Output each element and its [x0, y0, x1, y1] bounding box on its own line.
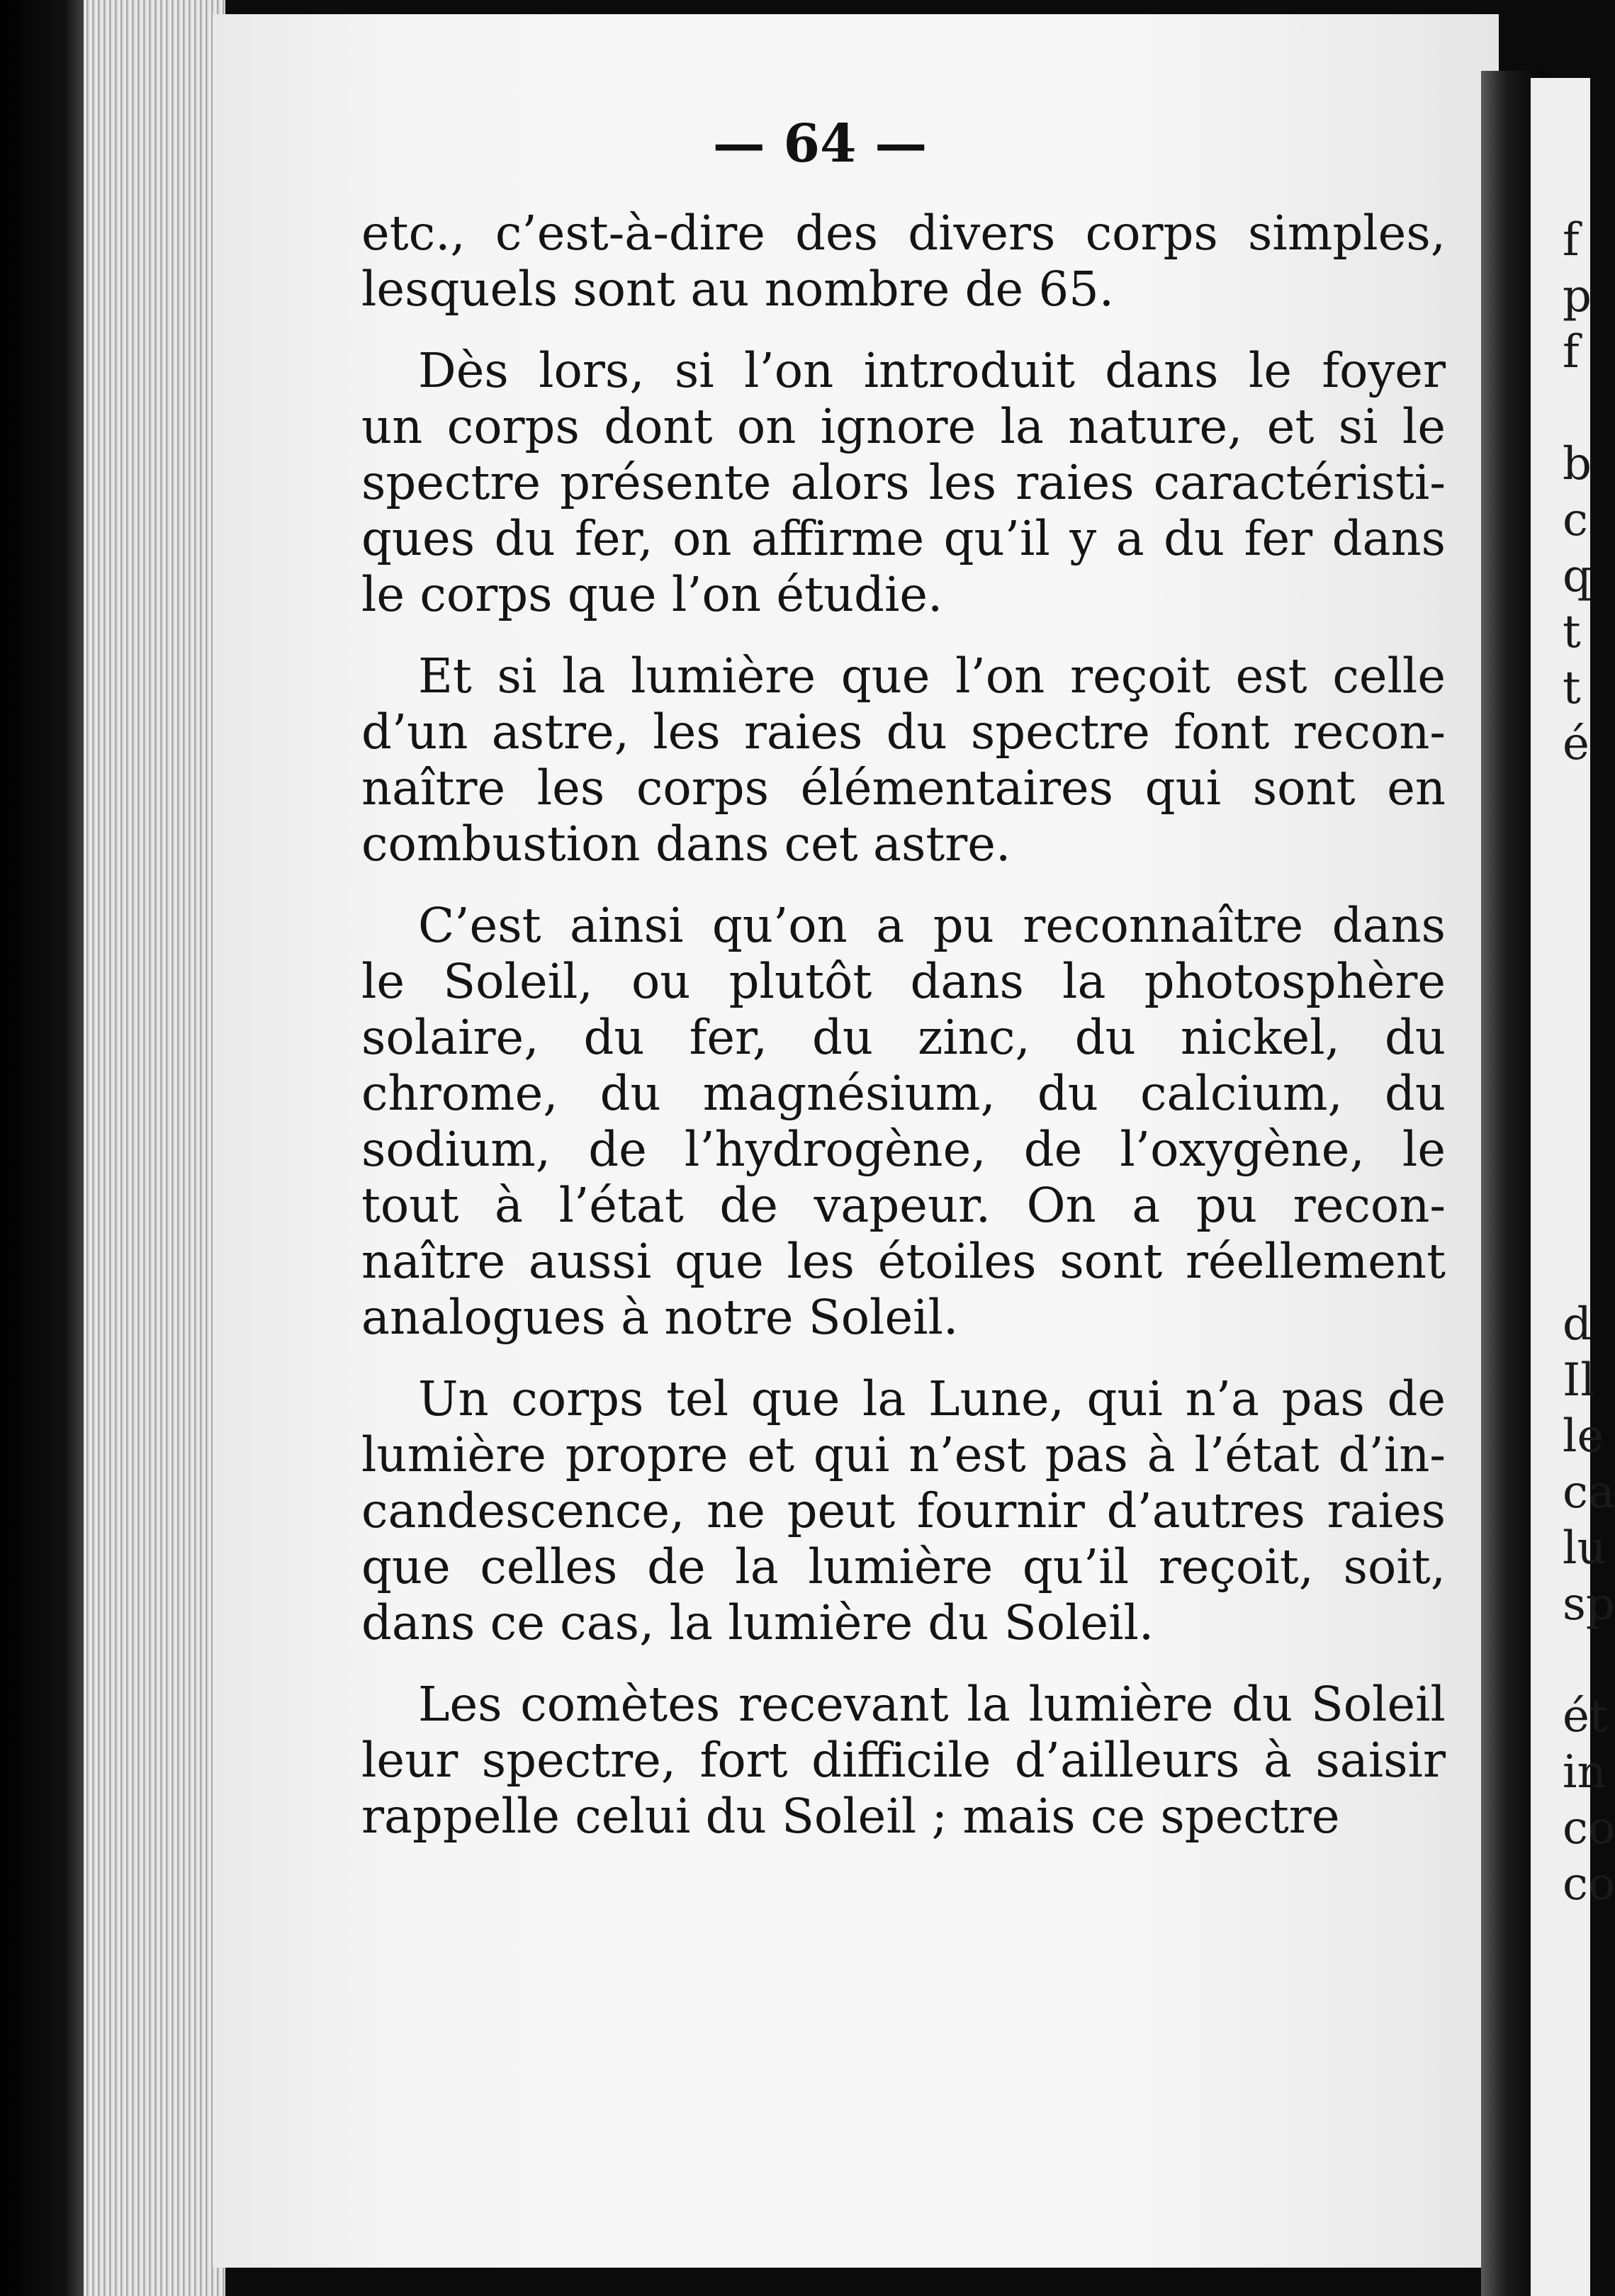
- body-text: [361, 206, 1446, 1870]
- text-line: naître les corps élémentaires qui sont en: [361, 760, 1446, 816]
- facing-page-fragment: co: [1563, 1802, 1615, 1855]
- facing-page-fragment: d: [1563, 1298, 1592, 1351]
- text-line: lesquels sont au nombre de 65.: [361, 261, 1115, 317]
- book-shadow: [0, 0, 92, 2296]
- facing-page-text-bottom: [1563, 1297, 1615, 1913]
- paragraph: [361, 1371, 1446, 1651]
- facing-page-fragment: t: [1563, 662, 1581, 714]
- facing-page-fragment: ét: [1563, 1690, 1608, 1743]
- text-line: chrome, du magnésium, du calcium, du: [361, 1066, 1446, 1121]
- facing-page-fragment: [1563, 1633, 1590, 1689]
- facing-page-fragment: f: [1563, 214, 1580, 266]
- text-line: C’est ainsi qu’on a pu reconnaître dans: [418, 898, 1446, 953]
- text-line: solaire, du fer, du zinc, du nickel, du: [361, 1010, 1446, 1065]
- text-line: Les comètes recevant la lumière du Soleil: [418, 1677, 1446, 1732]
- text-line: sodium, de l’hydrogène, de l’oxygène, le: [361, 1122, 1446, 1177]
- text-line: Un corps tel que la Lune, qui n’a pas de: [418, 1371, 1446, 1426]
- text-line: naître aussi que les étoiles sont réellement: [361, 1234, 1446, 1289]
- text-line: le corps que l’on étudie.: [361, 567, 943, 622]
- facing-page-fragment: Il: [1563, 1354, 1595, 1407]
- facing-page-fragment: t: [1563, 606, 1581, 658]
- facing-page-fragment: c: [1563, 494, 1588, 546]
- facing-page-fragment: [1563, 381, 1590, 437]
- facing-page-fragment: ca: [1563, 1466, 1615, 1519]
- text-line: combustion dans cet astre.: [361, 816, 1011, 872]
- text-line: analogues à notre Soleil.: [361, 1290, 959, 1345]
- facing-page-fragment: p: [1563, 270, 1592, 322]
- facing-page-fragment: é: [1563, 718, 1589, 770]
- text-line: que celles de la lumière qu’il reçoit, soit,: [361, 1539, 1446, 1594]
- facing-page-text-top: [1563, 213, 1590, 772]
- facing-page-fragment: b: [1563, 438, 1592, 490]
- text-line: d’un astre, les raies du spectre font recon-: [361, 704, 1446, 760]
- facing-page-fragment: f: [1563, 326, 1580, 378]
- text-line: Dès lors, si l’on introduit dans le foyer: [418, 343, 1446, 398]
- page-number: — 64 —: [712, 113, 928, 174]
- text-line: spectre présente alors les raies caractéristi-: [361, 455, 1446, 510]
- stacked-page-edges: [84, 0, 225, 2296]
- text-line: candescence, ne peut fournir d’autres raies: [361, 1483, 1446, 1538]
- text-line: tout à l’état de vapeur. On a pu recon-: [361, 1178, 1446, 1233]
- paragraph: [361, 648, 1446, 872]
- text-line: un corps dont on ignore la nature, et si le: [361, 399, 1446, 454]
- text-line: leur spectre, fort difficile d’ailleurs à saisir: [361, 1733, 1446, 1788]
- facing-page-fragment: lu: [1563, 1522, 1606, 1575]
- paragraph: [361, 343, 1446, 623]
- paragraph: [361, 898, 1446, 1346]
- text-line: etc., c’est-à-dire des divers corps simples,: [361, 206, 1446, 261]
- paragraph: [361, 206, 1446, 317]
- text-line: lumière propre et qui n’est pas à l’état d’in-: [361, 1427, 1446, 1482]
- facing-page-fragment: in: [1563, 1746, 1606, 1799]
- text-line: dans ce cas, la lumière du Soleil.: [361, 1595, 1154, 1650]
- text-line: ques du fer, on affirme qu’il y a du fer dans: [361, 511, 1446, 566]
- text-line: Et si la lumière que l’on reçoit est celle: [418, 648, 1446, 704]
- facing-page-fragment: co: [1563, 1858, 1615, 1910]
- facing-page-fragment: le: [1563, 1410, 1604, 1463]
- facing-page-fragment: sp: [1563, 1578, 1615, 1631]
- paragraph: [361, 1677, 1446, 1845]
- text-line: le Soleil, ou plutôt dans la photosphère: [361, 954, 1446, 1009]
- text-line: rappelle celui du Soleil ; mais ce spectre: [361, 1789, 1340, 1844]
- facing-page-fragment: q: [1563, 550, 1592, 602]
